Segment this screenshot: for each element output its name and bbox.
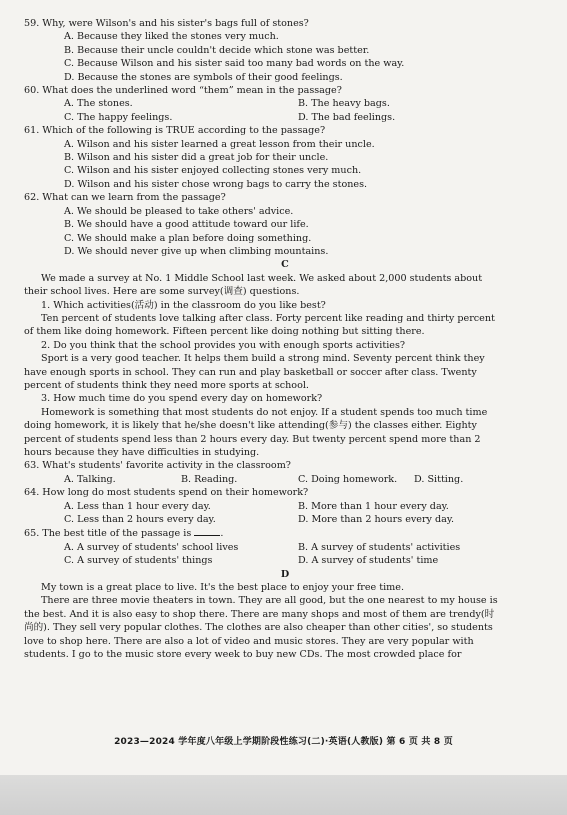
survey-answer-1-line-2: of them like doing homework. Fifteen percent like doing nothing but sitting there. — [24, 326, 425, 338]
section-c-intro-2: their school lives. Here are some survey(调查) questions. — [24, 286, 300, 298]
q65-option-d: D. A survey of students' time — [298, 555, 439, 567]
q63-option-b: B. Reading. — [181, 473, 238, 485]
section-d-line-1: My town is a great place to live. It's the best place to enjoy your free time. — [41, 582, 404, 594]
q59-option-c: C. Because Wilson and his sister said too many bad words on the way. — [64, 58, 405, 70]
q64-row-2 — [24, 513, 546, 526]
section-d-label: D — [280, 568, 290, 580]
q65-option-a: A. A survey of students' school lives — [64, 541, 239, 553]
q62-option-b: B. We should have a good attitude toward our life. — [64, 219, 309, 231]
q61-option-d: D. Wilson and his sister chose wrong bags to carry the stones. — [64, 178, 368, 190]
q65-stem: 65. The best title of the passage is — [24, 528, 192, 540]
q64-option-d: D. More than 2 hours every day. — [298, 514, 455, 526]
q65-row-1 — [24, 541, 546, 554]
q65-line: 65. The best title of the passage is . — [24, 528, 224, 540]
q63-option-d: D. Sitting. — [414, 473, 464, 485]
q61-stem: 61. Which of the following is TRUE according to the passage? — [24, 125, 326, 137]
survey-answer-3-line-2: doing homework, it is likely that he/she doesn't like attending(参与) the classes either. Eighty — [24, 420, 477, 432]
answer-blank — [194, 526, 220, 536]
section-d-line-5: love to shop here. There are also a lot of video and music stores. They are very popular with — [24, 635, 474, 647]
section-d-line-3: the best. And it is also easy to shop there. There are many shops and most of them are trendy(时 — [24, 608, 495, 620]
survey-question-3: 3. How much time do you spend every day on homework? — [41, 393, 323, 405]
q60-row-2 — [24, 111, 546, 124]
section-d-line-2: There are three movie theaters in town. They are all good, but the one nearest to my house is — [41, 595, 498, 607]
q60-option-b: B. The heavy bags. — [298, 98, 390, 110]
q61-option-b: B. Wilson and his sister did a great job for their uncle. — [64, 152, 329, 164]
survey-answer-2-line-1: Sport is a very good teacher. It helps them build a strong mind. Seventy percent think they — [41, 353, 485, 365]
section-c-intro-1: We made a survey at No. 1 Middle School last week. We asked about 2,000 students about — [41, 272, 483, 284]
survey-question-1: 1. Which activities(活动) in the classroom do you like best? — [41, 299, 326, 311]
q62-option-a: A. We should be pleased to take others' advice. — [64, 205, 294, 217]
q60-option-d: D. The bad feelings. — [298, 111, 396, 123]
q64-option-c: C. Less than 2 hours every day. — [64, 514, 216, 526]
q60-row-1 — [24, 97, 546, 110]
q60-option-a: A. The stones. — [64, 98, 133, 110]
q63-options — [24, 473, 546, 486]
section-d-line-6: students. I go to the music store every week to buy new CDs. The most crowded place for — [24, 649, 462, 661]
q64-row-1 — [24, 500, 546, 513]
q63-option-c: C. Doing homework. — [298, 473, 398, 485]
survey-answer-3-line-3: percent of students spend less than 2 hours every day. But twenty percent spend more than 2 — [24, 433, 481, 445]
q62-stem: 62. What can we learn from the passage? — [24, 192, 226, 204]
q64-option-a: A. Less than 1 hour every day. — [64, 500, 211, 512]
q62-option-c: C. We should make a plan before doing something. — [64, 232, 312, 244]
q59-option-b: B. Because their uncle couldn't decide which stone was better. — [64, 44, 370, 56]
survey-answer-3-line-4: hours because they have difficulties in studying. — [24, 447, 260, 458]
scan-bottom-edge — [0, 775, 567, 815]
survey-answer-2-line-2: have enough sports in school. They can run and play basketball or soccer after class. Twenty — [24, 366, 477, 378]
survey-answer-2-line-3: percent of students think they need more sports at school. — [24, 379, 309, 391]
page-footer: 2023—2024 学年度八年级上学期阶段性练习(二)·英语(人教版) 第 6 页 共 8 页 — [114, 737, 453, 747]
page-content — [24, 17, 546, 662]
q63-stem: 63. What's students' favorite activity in the classroom? — [24, 460, 291, 472]
q65-option-b: B. A survey of students' activities — [298, 541, 461, 553]
section-c-label: C — [281, 259, 289, 271]
q59-option-a: A. Because they liked the stones very much. — [64, 31, 279, 43]
q59-option-d: D. Because the stones are symbols of their good feelings. — [64, 71, 343, 83]
q62-option-d: D. We should never give up when climbing mountains. — [64, 245, 329, 257]
section-d-line-4: 尚的). They sell very popular clothes. The clothes are also cheaper than other cities', so students — [24, 622, 493, 634]
q60-option-c: C. The happy feelings. — [64, 111, 173, 123]
q64-option-b: B. More than 1 hour every day. — [298, 500, 449, 512]
survey-answer-1-line-1: Ten percent of students love talking after class. Forty percent like reading and thirty percent — [41, 312, 495, 324]
q65-option-c: C. A survey of students' things — [64, 555, 213, 567]
q61-option-a: A. Wilson and his sister learned a great lesson from their uncle. — [64, 138, 375, 150]
q63-option-a: A. Talking. — [64, 473, 116, 485]
q64-stem: 64. How long do most students spend on their homework? — [24, 487, 309, 499]
survey-answer-3-line-1: Homework is something that most students do not enjoy. If a student spends too much time — [41, 406, 488, 418]
q59-stem: 59. Why, were Wilson's and his sister's bags full of stones? — [24, 18, 309, 29]
q65-row-2 — [24, 554, 546, 567]
q61-option-c: C. Wilson and his sister enjoyed collecting stones very much. — [64, 165, 362, 177]
q60-stem: 60. What does the underlined word “them” mean in the passage? — [24, 85, 342, 97]
survey-question-2: 2. Do you think that the school provides you with enough sports activities? — [41, 339, 406, 351]
